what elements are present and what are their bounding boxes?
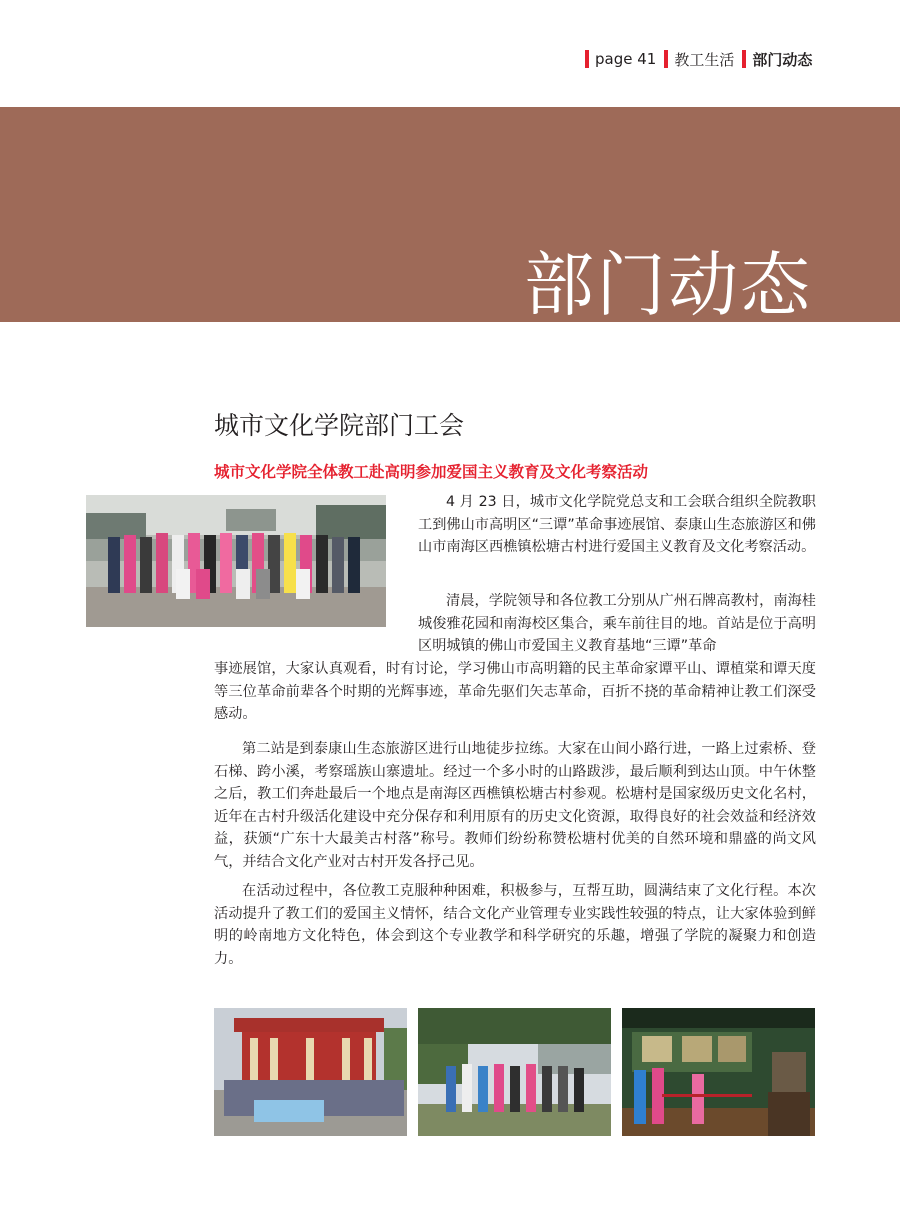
photo-mountain-group — [418, 1008, 611, 1136]
page-number-segment — [585, 50, 656, 68]
red-marker — [664, 50, 668, 68]
subsection-segment — [742, 49, 812, 70]
banner — [0, 107, 900, 326]
group-photo-main — [86, 495, 386, 627]
paragraph-4: 在活动过程中，各位教工克服种种困难，积极参与，互帮互助，圆满结束了文化行程。本次活动提升了教工们的爱国主义情怀，结合文化产业管理专业实践性较强的特点，让大家体验到鲜明的岭南地方文化特色，体会到这个专业教学和科学研究的乐趣，增强了学院的凝聚力和创造力。 — [214, 883, 816, 967]
banner-title: 部门动态 — [524, 244, 812, 326]
subsection-label: 部门动态 — [752, 50, 813, 69]
running-head — [585, 48, 820, 70]
paragraph-3: 第二站是到泰康山生态旅游区进行山地徒步拉练。大家在山间小路行进，一路上过索桥、登石梯、跨小溪，考察瑶族山寨遗址。经过一个多小时的山路跋涉，最后顺利到达山顶。中午休整之后，教工们奔赴最后一个地点是南海区西樵镇松塘古村参观。松塘村是国家级历史文化名村，近年在古村升级活化建设中充分保存和利用原有的历史文化资源，取得良好的社会效益和经济效益，获颁“广东十大最美古村落”称号。教师们纷纷称赞松塘村优美的自然环境和鼎盛的尚文风气，并结合文化产业对古村开发各抒己见。 — [214, 741, 816, 870]
red-marker — [585, 50, 589, 68]
paragraph-2-start: 清晨，学院领导和各位教工分别从广州石牌高教村，南海桂城俊雅花园和南海校区集合，乘车前往目的地。首站是位于高明区明城镇的佛山市爱国主义教育基地“三谭”革命 — [418, 593, 816, 655]
photo-memorial-hall — [214, 1008, 407, 1136]
paragraph-1: 4 月 23 日，城市文化学院党总支和工会联合组织全院教职工到佛山市高明区“三谭”革命事迹展馆、泰康山生态旅游区和佛山市南海区西樵镇松塘古村进行爱国主义教育及文化考察活动。 — [418, 494, 816, 556]
article-title: 城市文化学院全体教工赴高明参加爱国主义教育及文化考察活动 — [214, 463, 649, 481]
page-number: page 41 — [595, 50, 657, 68]
section-label: 教工生活 — [674, 50, 735, 69]
section-title: 城市文化学院部门工会 — [214, 411, 465, 440]
section-segment — [664, 49, 734, 70]
red-marker — [742, 50, 746, 68]
photo-exhibition-hall — [622, 1008, 815, 1136]
paragraph-2-continued: 事迹展馆，大家认真观看，时有讨论，学习佛山市高明籍的民主革命家谭平山、谭植棠和谭天度等三位革命前辈各个时期的光辉事迹，革命先驱们矢志革命，百折不挠的革命精神让教工们深受感动。 — [214, 661, 816, 723]
